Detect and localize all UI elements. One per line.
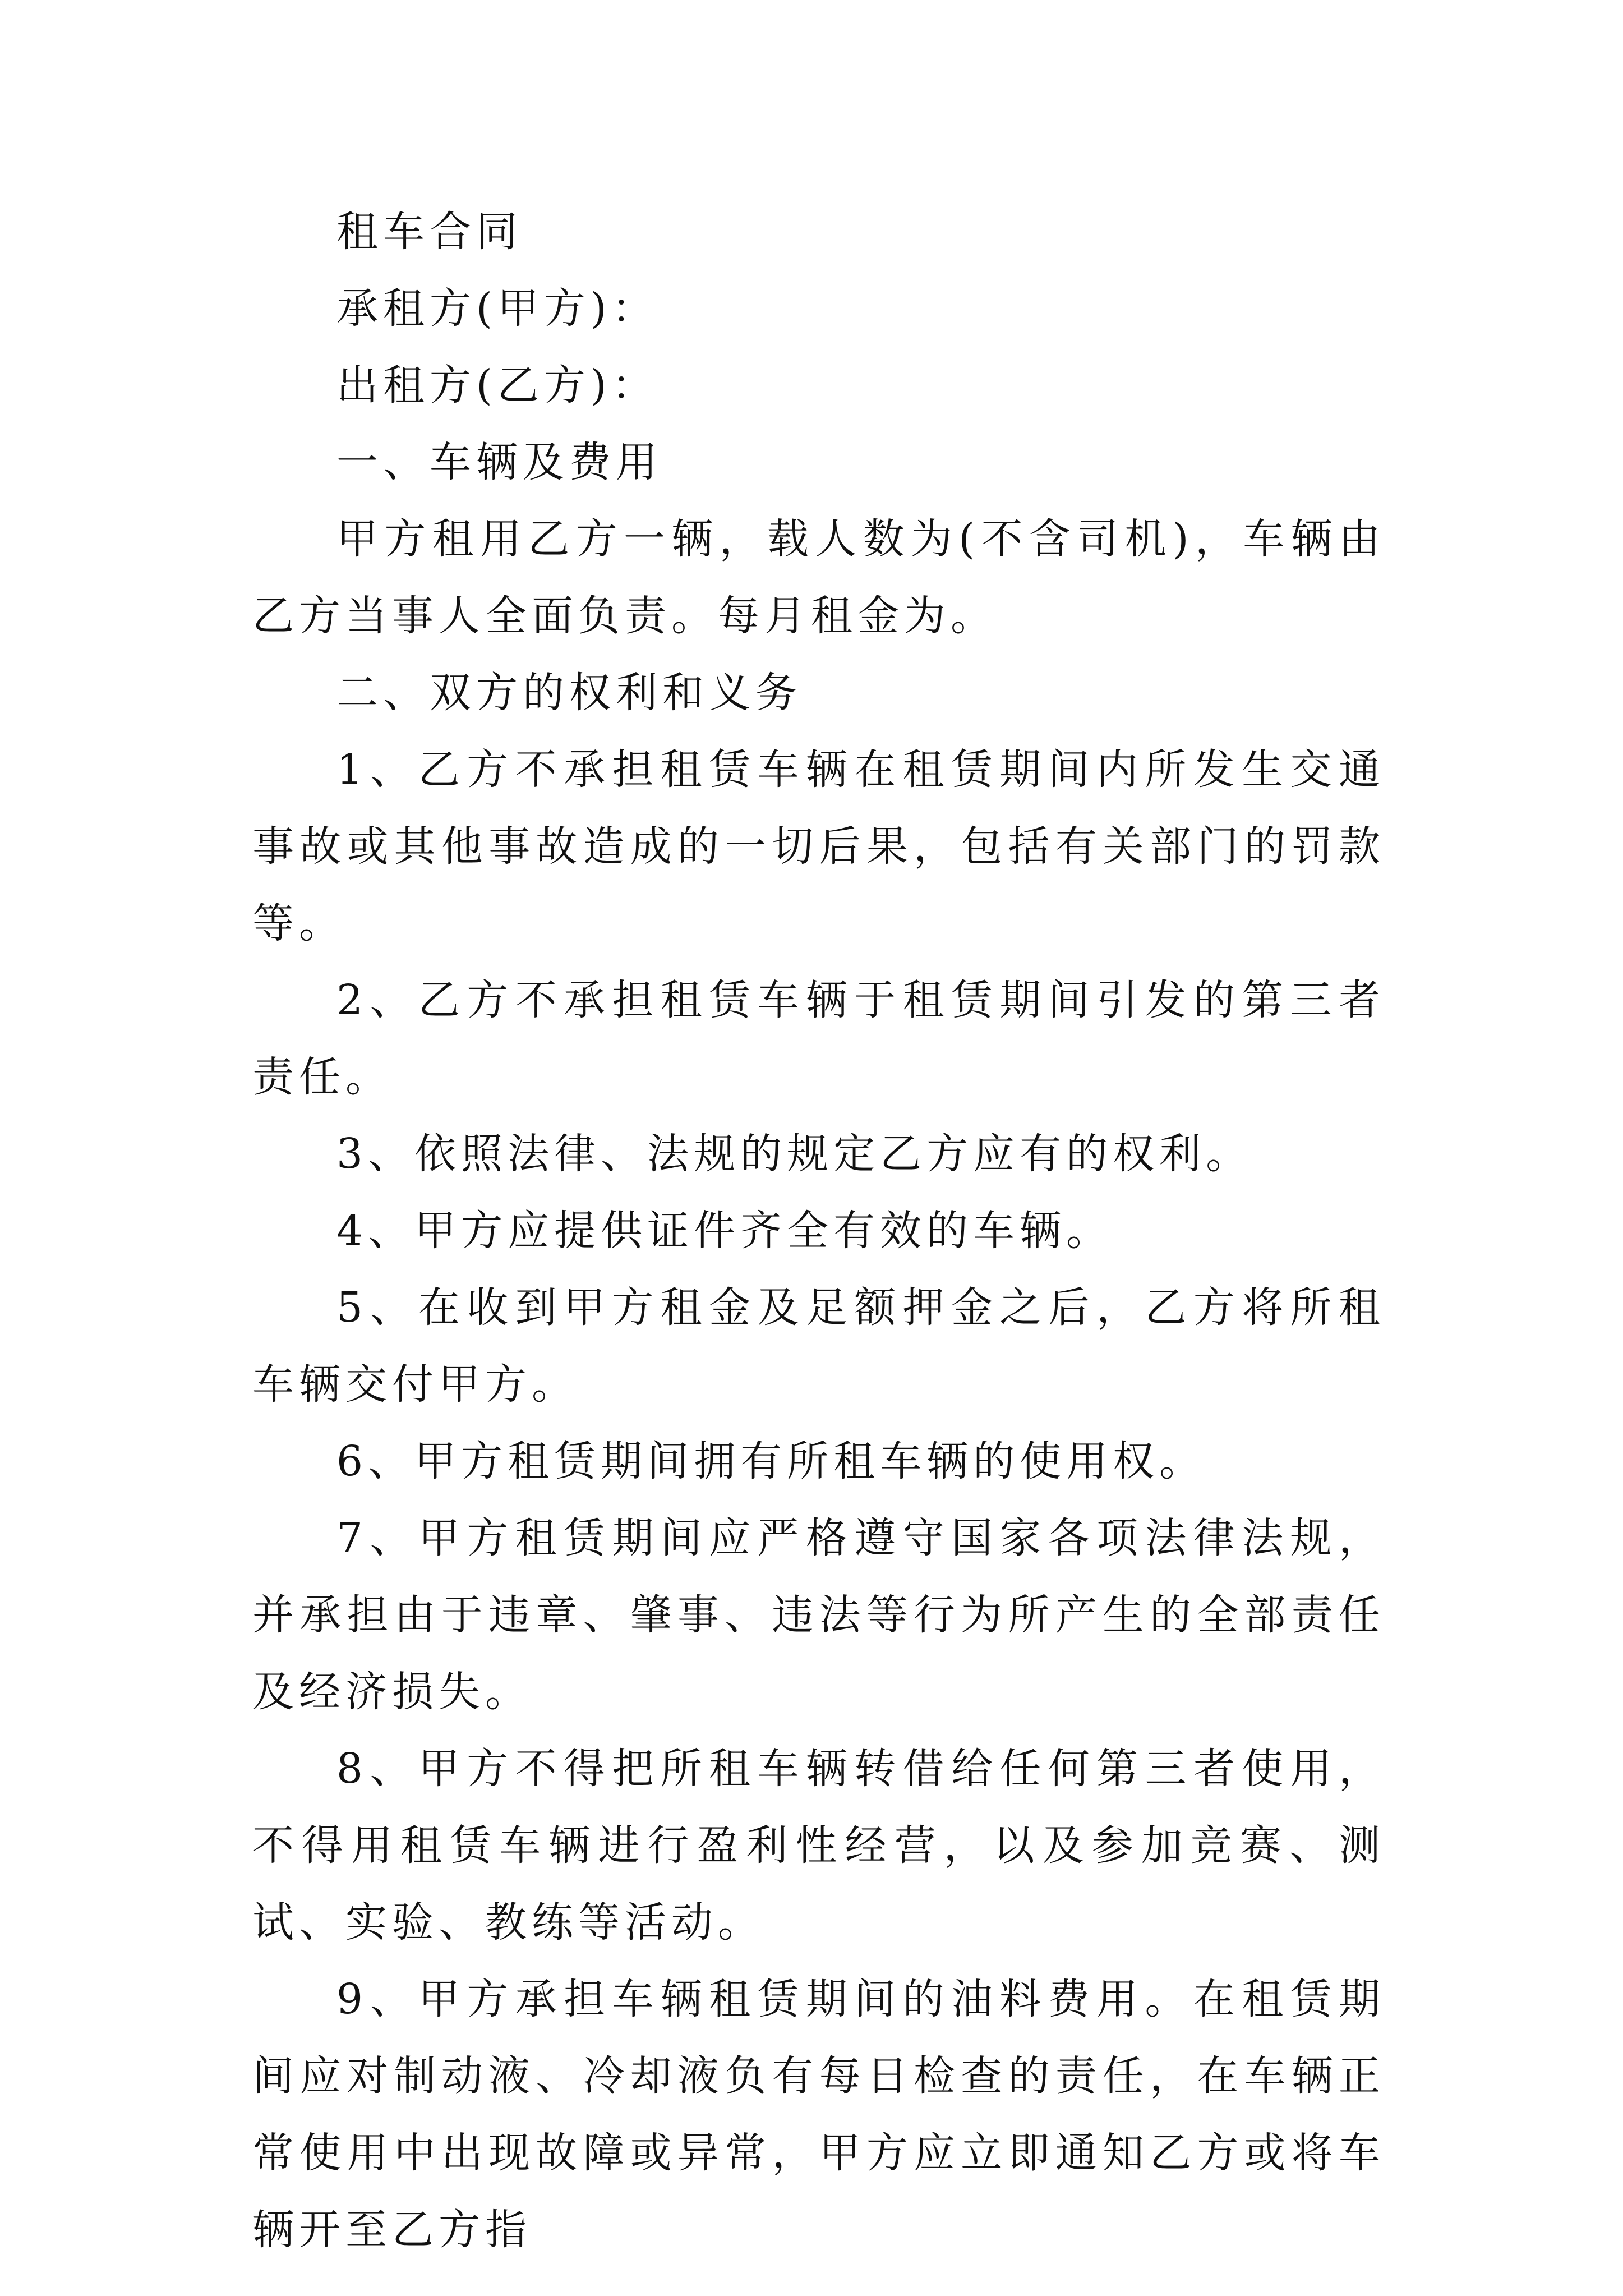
section-heading-rights-obligations: 二、双方的权利和义务 <box>336 669 802 717</box>
clause-5: 5、在收到甲方租金及足额押金之后，乙方将所租车辆交付甲方。 <box>252 1283 1385 1409</box>
clause-2: 2、乙方不承担租赁车辆于租赁期间引发的第三者责任。 <box>252 976 1385 1101</box>
clause-4: 4、甲方应提供证件齐全有效的车辆。 <box>336 1207 1113 1255</box>
clause-7: 7、甲方租赁期间应严格遵守国家各项法律法规，并承担由于违章、肇事、违法等行为所产生的全部责任及经济损失。 <box>252 1514 1385 1716</box>
clause-6: 6、甲方租赁期间拥有所租车辆的使用权。 <box>336 1437 1206 1485</box>
lessor-line: 出租方(乙方)： <box>336 361 658 409</box>
section-heading-vehicle-fees: 一、车辆及费用 <box>336 438 662 486</box>
document-title: 租车合同 <box>336 208 523 256</box>
clause-1: 1、乙方不承担租赁车辆在租赁期间内所发生交通事故或其他事故造成的一切后果，包括有关部门的罚款等。 <box>252 746 1385 947</box>
paragraph-vehicle-fees: 甲方租用乙方一辆，载人数为(不含司机)，车辆由乙方当事人全面负责。每月租金为。 <box>252 515 1385 640</box>
clause-8: 8、甲方不得把所租车辆转借给任何第三者使用，不得用租赁车辆进行盈利性经营，以及参加竞赛、测试、实验、教练等活动。 <box>252 1745 1385 1947</box>
document-body <box>252 194 1385 2269</box>
lessee-line: 承租方(甲方)： <box>336 284 658 333</box>
clause-3: 3、依照法律、法规的规定乙方应有的权利。 <box>336 1130 1253 1178</box>
clause-9: 9、甲方承担车辆租赁期间的油料费用。在租赁期间应对制动液、冷却液负有每日检查的责任，在车辆正常使用中出现故障或异常，甲方应立即通知乙方或将车辆开至乙方指 <box>252 1975 1385 2254</box>
